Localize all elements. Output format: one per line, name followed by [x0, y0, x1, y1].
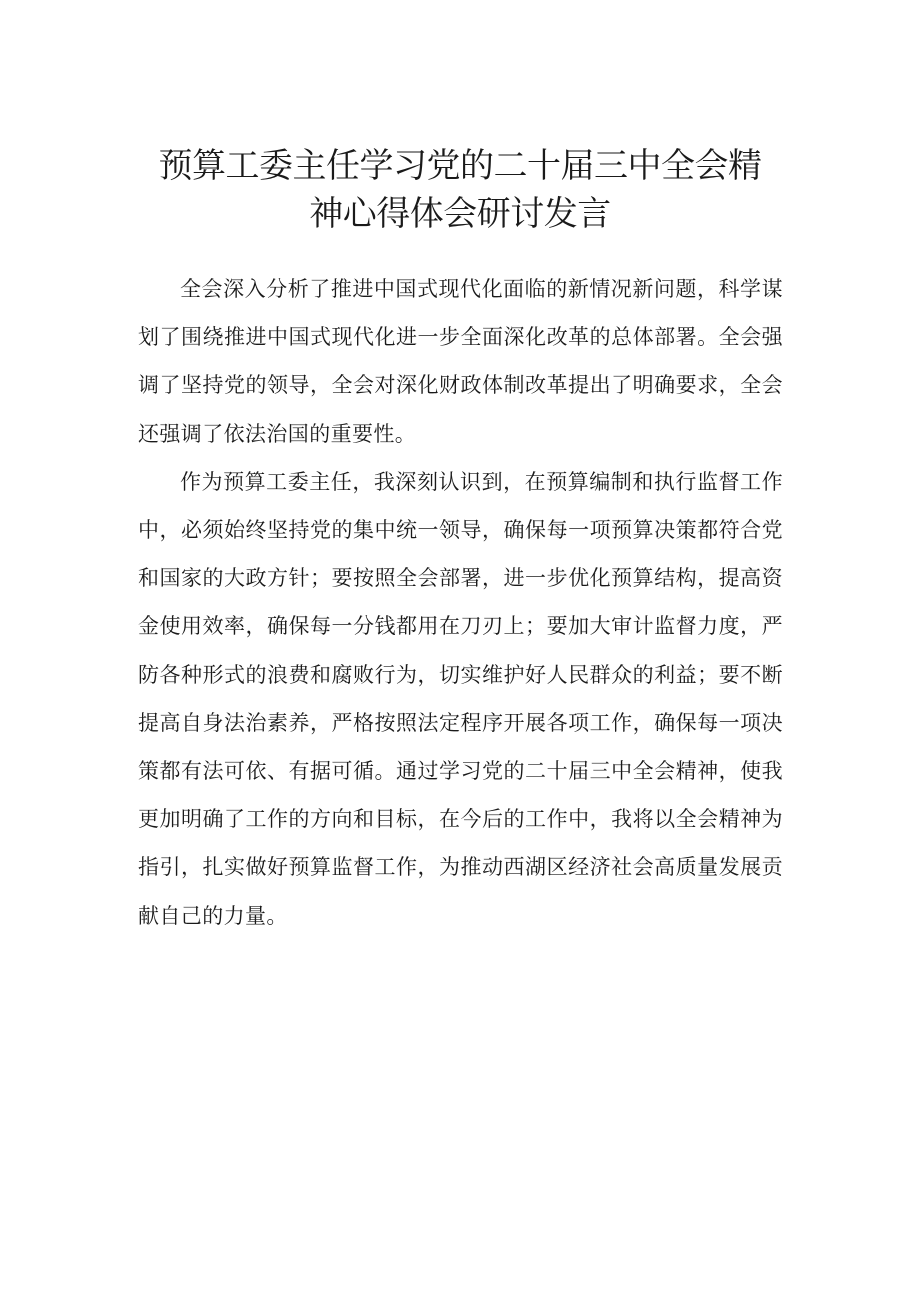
- document-body: [138, 265, 783, 940]
- paragraph-2: 作为预算工委主任，我深刻认识到，在预算编制和执行监督工作中，必须始终坚持党的集中统一领导，确保每一项预算决策都符合党和国家的大政方针；要按照全会部署，进一步优化预算结构，提高资金使用效率，确保每一分钱都用在刀刃上；要加大审计监督力度，严防各种形式的浪费和腐败行为，切实维护好人民群众的利益；要不断提高自身法治素养，严格按照法定程序开展各项工作，确保每一项决策都有法可依、有据可循。通过学习党的二十届三中全会精神，使我更加明确了工作的方向和目标，在今后的工作中，我将以全会精神为指引，扎实做好预算监督工作，为推动西湖区经济社会高质量发展贡献自己的力量。: [138, 469, 783, 928]
- paragraph-1: 全会深入分析了推进中国式现代化面临的新情况新问题，科学谋划了围绕推进中国式现代化进一步全面深化改革的总体部署。全会强调了坚持党的领导，全会对深化财政体制改革提出了明确要求，全会还强调了依法治国的重要性。: [138, 277, 783, 446]
- document-title: [140, 142, 780, 238]
- title-line-1: 预算工委主任学习党的二十届三中全会精: [158, 146, 762, 186]
- title-line-2: 神心得体会研讨发言: [309, 194, 611, 234]
